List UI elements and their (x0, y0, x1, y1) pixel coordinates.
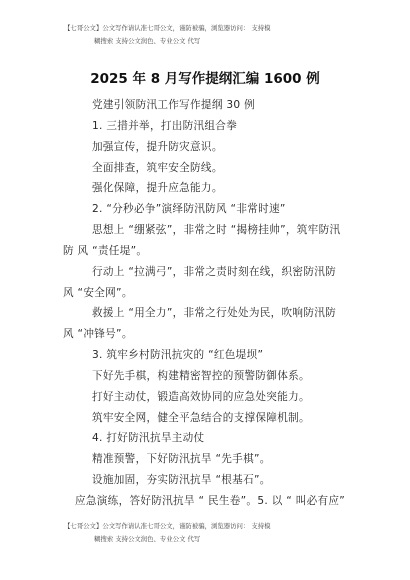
body-line: 下好先手棋，构建精密智控的预警防御体系。 (92, 370, 310, 382)
body-line: 强化保障，提升应急能力。 (92, 182, 223, 194)
body-line: 行动上 “拉满弓”，非常之责时刻在线，织密防汛防 (92, 266, 337, 278)
body-line: 加强宣传，提升防灾意识。 (92, 141, 223, 153)
body-line: 2. “分秒必争”演绎防汛防风 “非常时速” (92, 203, 286, 215)
body-line: 1. 三措并举，打出防汛组合拳 (92, 120, 238, 132)
body-line: 精准预警，下好防汛抗旱 “先手棋”。 (92, 453, 271, 465)
body-line: 救援上 “用全力”，非常之行处处为民，吹响防汛防 (92, 307, 337, 319)
body-line: 应急演练，答好防汛抗旱 “ 民生卷”。5. 以 “ 叫必有应” (75, 495, 346, 507)
header-line-2: 糊搜索 支持公文润色、专业公文 代写 (94, 37, 201, 45)
body-line: 筑牢安全网，健全平急结合的支撑保障机制。 (92, 412, 310, 424)
footer-line-2: 糊搜索 支持公文润色、专业公文 代写 (94, 535, 201, 543)
body-line: 防 风 “责任堤”。 (63, 245, 148, 257)
document-title: 2025 年 8 月写作提纲汇编 1600 例 (90, 71, 320, 87)
body-line: 思想上 “绷紧弦”，非常之时 “揭榜挂帅”，筑牢防汛 (92, 224, 341, 236)
body-line: 党建引领防汛工作写作提纲 30 例 (92, 99, 256, 111)
footer-line-1: 【七哥公文】公文写作请认准七哥公文，谨防被骗，浏览器访问： 支持模 (64, 522, 271, 530)
body-line: 设施加固，夯实防汛抗旱 “根基石”。 (92, 474, 271, 486)
body-line: 3. 筑牢乡村防汛抗灾的 “红色堤坝” (92, 349, 264, 361)
body-line: 风 “冲锋号”。 (63, 328, 133, 340)
body-line: 全面排查，筑牢安全防线。 (92, 162, 223, 174)
body-line: 4. 打好防汛抗旱主动仗 (92, 432, 205, 444)
body-line: 风 “安全网”。 (63, 287, 133, 299)
header-line-1: 【七哥公文】公文写作请认准七哥公文，谨防被骗，浏览器访问： 支持模 (64, 24, 271, 32)
body-line: 打好主动仗，锻造高效协同的应急处突能力。 (92, 391, 310, 403)
